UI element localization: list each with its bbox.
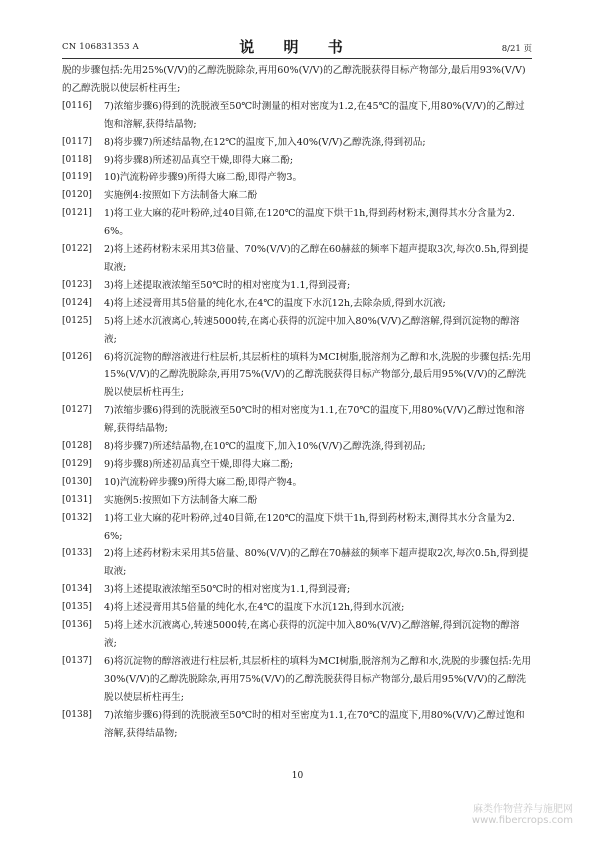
paragraph-number: [0122]: [62, 244, 92, 255]
paragraph-text: 3)将上述提取液浓缩至50℃时的相对密度为1.1,得到浸膏;: [104, 279, 351, 291]
paragraph: [62, 277, 532, 295]
paragraph: [62, 349, 532, 403]
paragraph: [62, 169, 532, 187]
paragraph: [62, 474, 532, 492]
paragraph-text: 8)将步骤7)所述结晶物,在10℃的温度下,加入10%(V/V)乙醇洗涤,得到初品;: [104, 441, 426, 453]
paragraph: [62, 653, 532, 707]
paragraph-text: 3)将上述提取液浓缩至50℃时的相对密度为1.1,得到浸膏;: [104, 584, 351, 596]
paragraph-number: [0123]: [62, 279, 92, 290]
paragraph-number: [0131]: [62, 494, 92, 505]
paragraph-number: [0124]: [62, 297, 92, 308]
paragraph: [62, 545, 532, 581]
paragraph: [62, 510, 532, 546]
paragraph-text: 7)浓缩步骤6)得到的洗脱液至50℃时的相对至密度为1.1,在70℃的温度下,用80%(V/V)乙醇过饱和溶解,获得结晶物;: [104, 709, 525, 739]
paragraph-text: 4)将上述浸膏用其5倍量的纯化水,在4℃的温度下水沉12h,去除杂质,得到水沉液;: [104, 297, 446, 309]
paragraph: [62, 295, 532, 313]
paragraph: [62, 134, 532, 152]
page-header: [62, 36, 532, 58]
paragraph: [62, 617, 532, 653]
paragraph-number: [0128]: [62, 441, 92, 452]
document-body: [62, 62, 532, 742]
paragraph-number: [0137]: [62, 655, 92, 666]
paragraph-number: [0135]: [62, 602, 92, 613]
paragraph-number: [0119]: [62, 172, 92, 183]
paragraph-number: [0133]: [62, 548, 92, 559]
paragraph-text: 实施例4:按照如下方法制备大麻二酚: [104, 190, 258, 202]
paragraph: [62, 402, 532, 438]
paragraph: [62, 205, 532, 241]
paragraph-number: [0116]: [62, 100, 92, 111]
paragraph-text: 10)汽流粉碎步骤9)所得大麻二酚,即得产物3。: [104, 172, 303, 184]
paragraph-number: [0127]: [62, 405, 92, 416]
paragraph-number: [0136]: [62, 620, 92, 631]
paragraph-text: 8)将步骤7)所述结晶物,在12℃的温度下,加入40%(V/V)乙醇洗涤,得到初品;: [104, 136, 426, 148]
paragraph-text: 6)将沉淀物的醇溶液进行柱层析,其层析柱的填料为MCI树脂,脱溶剂为乙醇和水,洗脱的步骤包括:先用15%(V/V)的乙醇洗脱除杂,再用75%(V/V)的乙醇洗脱获得目标产物部分,最后用95%(V/V)的乙醇洗脱以使层析柱再生;: [104, 351, 531, 399]
paragraph-text: 实施例5:按照如下方法制备大麻二酚: [104, 494, 258, 506]
paragraph: [62, 98, 532, 134]
paragraph-number: [0132]: [62, 512, 92, 523]
paragraph-text: 7)浓缩步骤6)得到的洗脱液至50℃时测量的相对密度为1.2,在45℃的温度下,用80%(V/V)的乙醇过饱和溶解,获得结晶物;: [104, 100, 525, 130]
watermark-line1: 麻类作物营养与施肥网: [473, 804, 573, 815]
document-title: 说 明 书: [239, 38, 355, 56]
paragraph-number: [0138]: [62, 709, 92, 720]
intro-paragraph: 脱的步骤包括:先用25%(V/V)的乙醇洗脱除杂,再用60%(V/V)的乙醇洗脱获得目标产物部分,最后用93%(V/V)的乙醇洗脱以使层析柱再生;: [62, 65, 526, 94]
paragraph: [62, 152, 532, 170]
patent-number: CN 106831353 A: [62, 42, 139, 52]
paragraph-text: 5)将上述水沉液离心,转速5000转,在离心获得的沉淀中加入80%(V/V)乙醇溶解,得到沉淀物的醇溶液;: [104, 620, 520, 649]
paragraph: [62, 456, 532, 474]
paragraph-text: 6)将沉淀物的醇溶液进行柱层析,其层析柱的填料为MCI树脂,脱溶剂为乙醇和水,洗脱的步骤包括:先用30%(V/V)的乙醇洗脱除杂,再用75%(V/V)的乙醇洗脱获得目标产物部分,最后用95%(V/V)的乙醇洗脱以使层析柱再生;: [104, 655, 531, 703]
paragraph: [62, 438, 532, 456]
page-number: 10: [291, 771, 304, 781]
paragraph-text: 2)将上述药材粉末采用其5倍量、80%(V/V)的乙醇在70赫兹的频率下超声提取2次,每次0.5h,得到提取液;: [104, 548, 529, 578]
paragraph-text: 4)将上述浸膏用其5倍量的纯化水,在4℃的温度下水沉12h,得到水沉液;: [104, 602, 405, 614]
paragraph-number: [0134]: [62, 584, 92, 595]
paragraph: [62, 313, 532, 349]
header-rule: [62, 58, 532, 59]
paragraph-number: [0129]: [62, 458, 92, 469]
watermark: [472, 800, 573, 826]
watermark-line2: www.fibercrops.com: [471, 815, 573, 826]
paragraph-text: 10)汽流粉碎步骤9)所得大麻二酚,即得产物4。: [104, 476, 303, 488]
paragraph-text: 7)浓缩步骤6)得到的洗脱液至50℃时的相对密度为1.1,在70℃的温度下,用80%(V/V)乙醇过饱和溶解,获得结晶物;: [104, 405, 525, 435]
paragraph: [62, 187, 532, 205]
paragraph-number: [0130]: [62, 476, 92, 487]
paragraph-text: 5)将上述水沉液离心,转速5000转,在离心获得的沉淀中加入80%(V/V)乙醇溶解,得到沉淀物的醇溶液;: [104, 315, 520, 345]
paragraph-number: [0118]: [62, 154, 92, 165]
paragraph: [62, 492, 532, 510]
paragraph: [62, 581, 532, 599]
paragraph-text: 1)将工业大麻的花叶粉碎,过40目筛,在120℃的温度下烘干1h,得到药材粉末,测得其水分含量为2.6%。: [104, 208, 515, 238]
paragraph: [62, 599, 532, 617]
paragraph-number: [0126]: [62, 351, 92, 362]
paragraph-number: [0117]: [62, 136, 92, 147]
paragraph-number: [0120]: [62, 190, 92, 201]
paragraph: [62, 707, 532, 743]
paragraph-number: [0125]: [62, 315, 92, 326]
paragraph-text: 1)将工业大麻的花叶粉碎,过40目筛,在120℃的温度下烘干1h,得到药材粉末,测得其水分含量为2.6%;: [104, 512, 515, 542]
paragraph: [62, 241, 532, 277]
paragraph-text: 9)将步骤8)所述初品真空干燥,即得大麻二酚;: [104, 458, 294, 470]
paragraph-number: [0121]: [62, 208, 92, 219]
paragraph-text: 2)将上述药材粉末采用其3倍量、70%(V/V)的乙醇在60赫兹的频率下超声提取3次,每次0.5h,得到提取液;: [104, 244, 529, 273]
paragraph-text: 9)将步骤8)所述初品真空干燥,即得大麻二酚;: [104, 154, 294, 166]
page-label: 8/21 页: [501, 44, 532, 54]
